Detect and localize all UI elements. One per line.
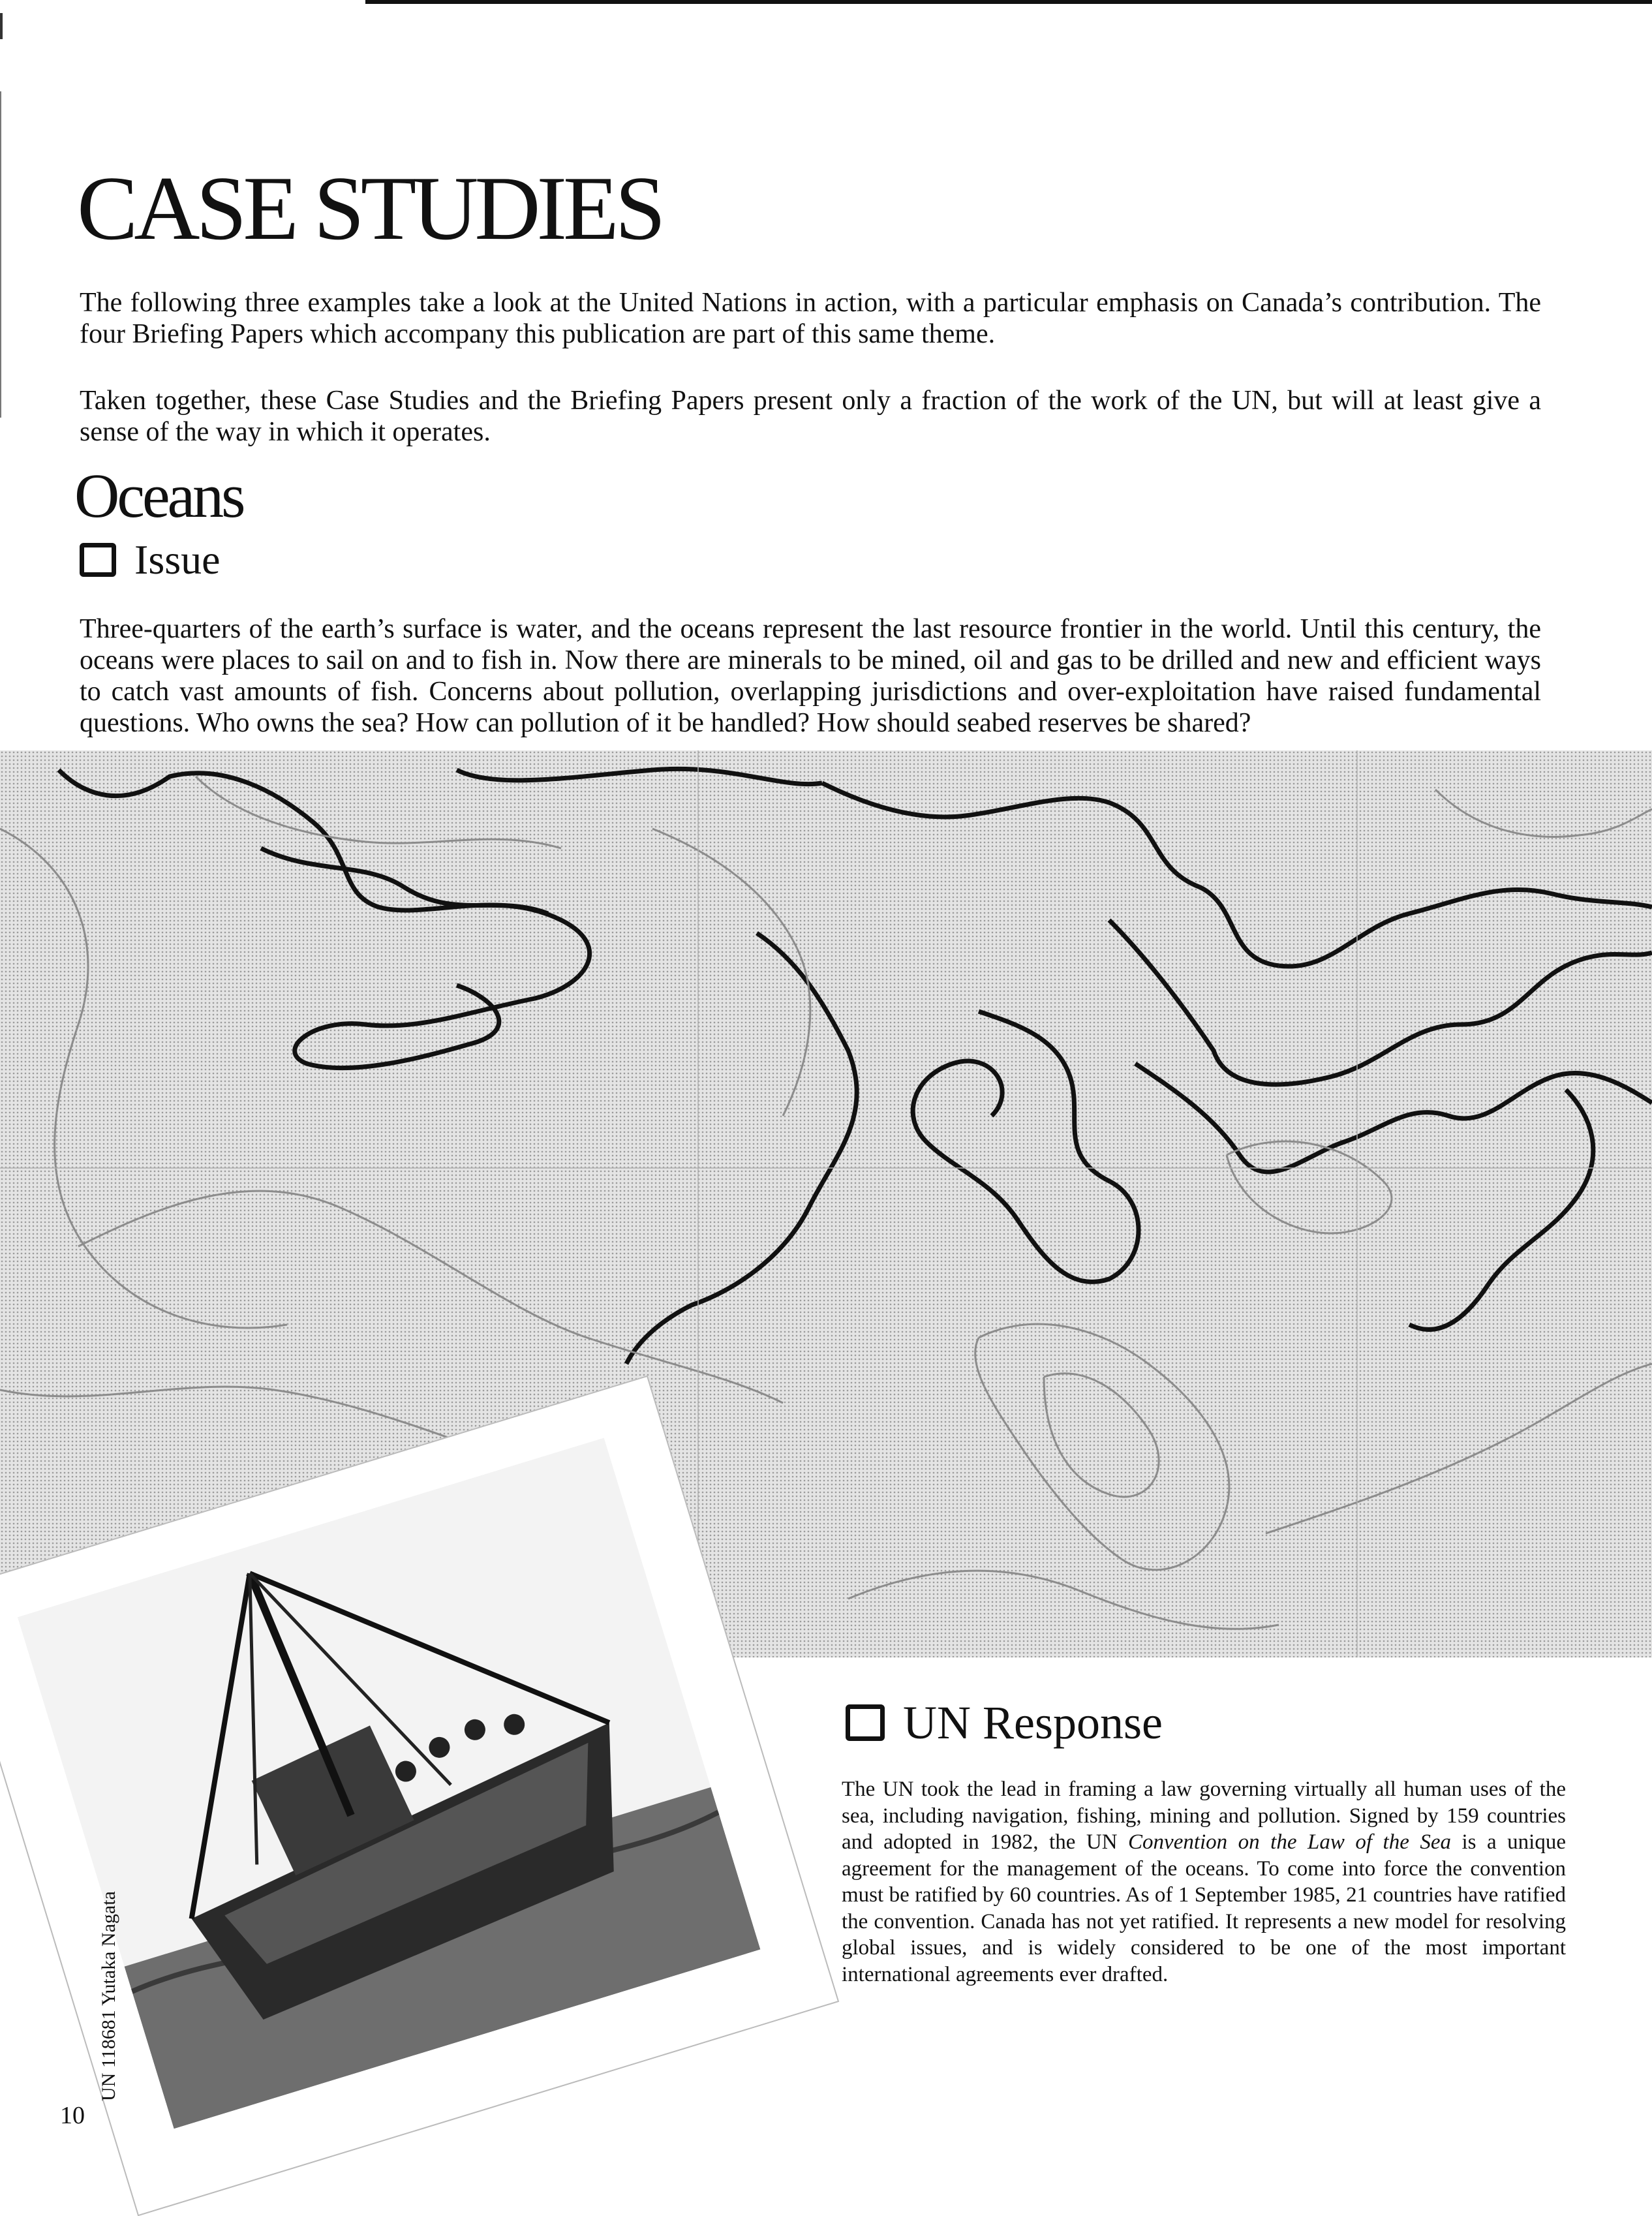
page-top-rule [365,0,1652,4]
intro-paragraph-2: Taken together, these Case Studies and the Briefing Papers present only a fraction of the work of the UN, but will at least give a sense of the way in which it operates. [80,386,1541,447]
coastline [457,769,822,784]
un-response-heading [846,1697,1163,1749]
contour-line [1044,1374,1159,1497]
coastline [59,770,590,1068]
intro-paragraph-1: The following three examples take a look at the United Nations in action, with a particular emphasis on Canada’s contribution. The four Briefing Papers which accompany this publication are part of this same theme. [80,288,1541,349]
contour-line [975,1324,1229,1570]
fishing-boat-illustration [18,1438,761,2129]
issue-heading-label: Issue [134,536,221,583]
un-response-text-part-1: The UN took the lead in framing a law governing virtually all human uses of the sea, including navigation, fishing, mining and pollution. Signed by 159 countries and adopted in 1982, the UN [842,1777,1566,1854]
issue-paragraph: Three-quarters of the earth’s surface is water, and the oceans represent the last resource frontier in the world. Until this century, the oceans were places to sail on and to fish in. Now there are minerals to be mined, oil and gas to be drilled and new and efficient ways to catch vast amounts of fish. Concerns about pollution, overlapping jurisdictions and over-exploitation have raised fundamental questions. Who owns the sea? How can pollution of it be handled? How should seabed reserves be shared? [80,614,1541,738]
issue-heading [80,536,221,583]
un-response-text-part-2: is a unique agreement for the management of the oceans. To come into force the convention must be ratified by 60 countries. As of 1 September 1985, 21 countries have ratified the convention. Canada has not yet ratified. It represents a new model for resolving global issues, and is widely considered to be one of the most important international agreements ever drafted. [842,1830,1566,1986]
section-heading-oceans: Oceans [74,461,243,531]
hollow-square-icon [846,1704,885,1741]
convention-title: Convention on the Law of the Sea [1128,1830,1452,1854]
un-response-paragraph [842,1776,1566,1988]
photo-image [18,1438,761,2129]
coastline [1109,920,1652,1085]
contour-line [0,829,287,1328]
contour-line [78,1191,783,1403]
coastline [1135,1064,1652,1172]
coastline [822,783,1279,966]
margin-mark [0,13,3,39]
photo-credit: UN 118681 Yutaka Nagata [98,1891,119,2101]
un-response-heading-label: UN Response [903,1697,1163,1749]
page-title: CASE STUDIES [77,158,662,259]
hollow-square-icon [80,543,116,577]
contour-line [652,829,810,1116]
coastline [1409,1090,1593,1330]
contour-line [196,777,561,848]
coastline [913,1011,1139,1282]
contour-line [1227,1141,1392,1233]
coastline [261,848,548,914]
contour-line [1266,1364,1652,1533]
contour-line [1435,790,1652,837]
contour-line [848,1571,1279,1629]
margin-mark [0,91,1,418]
page-number: 10 [60,2102,85,2129]
coastline [626,933,857,1364]
